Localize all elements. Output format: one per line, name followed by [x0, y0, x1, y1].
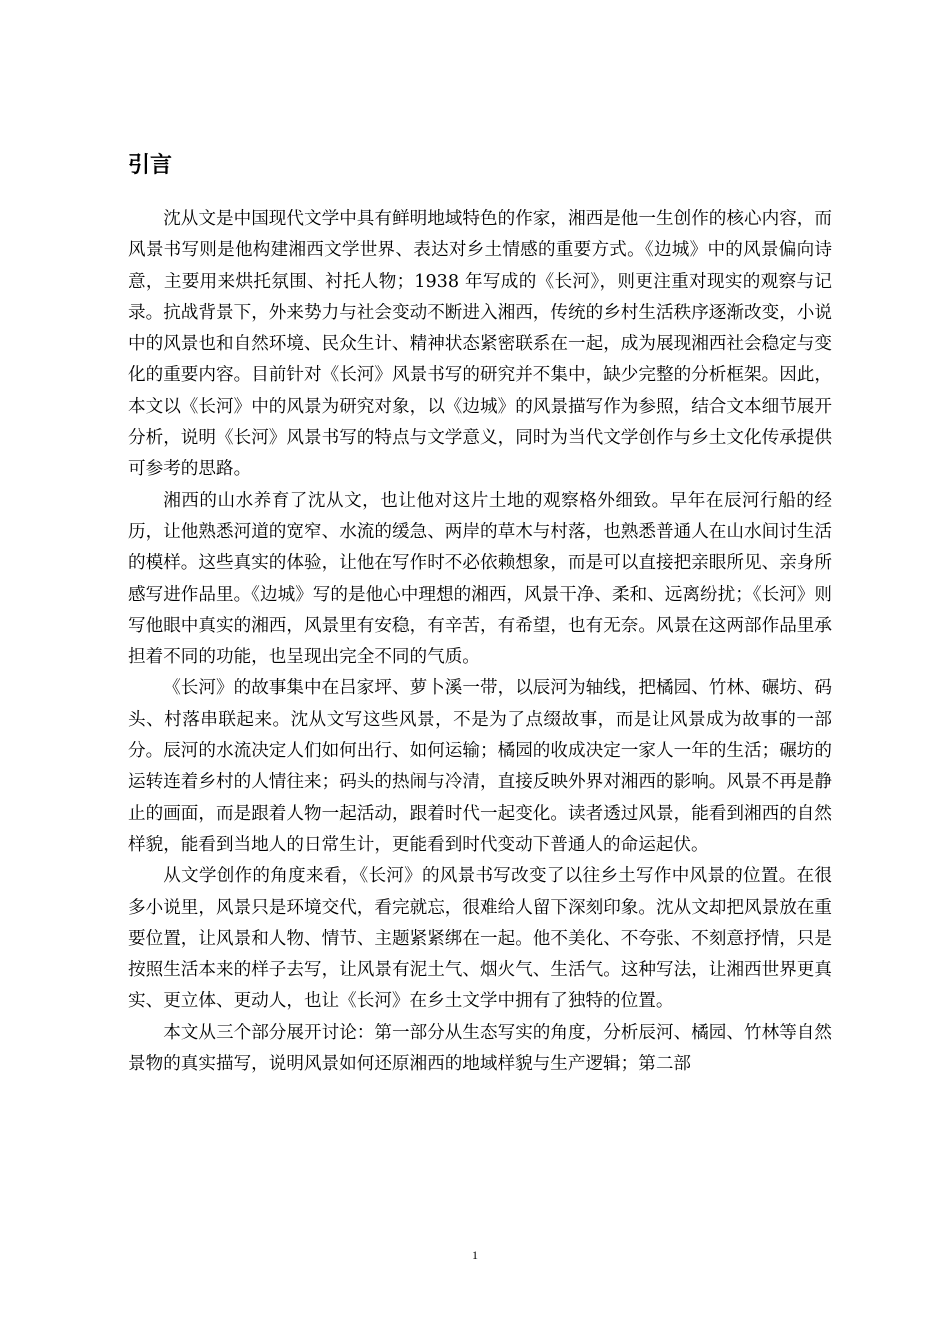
- paragraph-1: 沈从文是中国现代文学中具有鲜明地域特色的作家，湘西是他一生创作的核心内容，而风景书写则是他构建湘西文学世界、表达对乡土情感的重要方式。《边城》中的风景偏向诗意，主要用来烘托氛围、衬托人物；1938 年写成的《长河》，则更注重对现实的观察与记录。抗战背景下，外来势力与社会变动不断进入湘西，传统的乡村生活秩序逐渐改变，小说中的风景也和自然环境、民众生计、精神状态紧密联系在一起，成为展现湘西社会稳定与变化的重要内容。目前针对《长河》风景书写的研究并不集中，缺少完整的分析框架。因此，本文以《长河》中的风景为研究对象，以《边城》的风景描写作为参照，结合文本细节展开分析，说明《长河》风景书写的特点与文学意义，同时为当代文学创作与乡土文化传承提供可参考的思路。: [128, 209, 832, 480]
- section-heading: 引言: [128, 153, 173, 178]
- paragraph-4: 从文学创作的角度来看，《长河》的风景书写改变了以往乡土写作中风景的位置。在很多小说里，风景只是环境交代，看完就忘，很难给人留下深刻印象。沈从文却把风景放在重要位置，让风景和人物、情节、主题紧紧绑在一起。他不美化、不夸张、不刻意抒情，只是按照生活本来的样子去写，让风景有泥土气、烟火气、生活气。这种写法，让湘西世界更真实、更立体、更动人，也让《长河》在乡土文学中拥有了独特的位置。: [128, 866, 832, 1012]
- page-number: 1: [472, 1248, 478, 1262]
- body-text: [128, 204, 832, 1080]
- paragraph-3: 《长河》的故事集中在吕家坪、萝卜溪一带，以辰河为轴线，把橘园、竹林、碾坊、码头、村落串联起来。沈从文写这些风景，不是为了点缀故事，而是让风景成为故事的一部分。辰河的水流决定人们如何出行、如何运输；橘园的收成决定一家人一年的生活；碾坊的运转连着乡村的人情往来；码头的热闹与冷清，直接反映外界对湘西的影响。风景不再是静止的画面，而是跟着人物一起活动，跟着时代一起变化。读者透过风景，能看到湘西的自然样貌，能看到当地人的日常生计，更能看到时代变动下普通人的命运起伏。: [128, 678, 832, 855]
- paragraph-5: 本文从三个部分展开讨论：第一部分从生态写实的角度，分析辰河、橘园、竹林等自然景物的真实描写，说明风景如何还原湘西的地域样貌与生产逻辑；第二部: [128, 1022, 832, 1075]
- paragraph-2: 湘西的山水养育了沈从文，也让他对这片土地的观察格外细致。早年在辰河行船的经历，让他熟悉河道的宽窄、水流的缓急、两岸的草木与村落，也熟悉普通人在山水间讨生活的模样。这些真实的体验，让他在写作时不必依赖想象，而是可以直接把亲眼所见、亲身所感写进作品里。《边城》写的是他心中理想的湘西，风景干净、柔和、远离纷扰；《长河》则写他眼中真实的湘西，风景里有安稳，有辛苦，有希望，也有无奈。风景在这两部作品里承担着不同的功能，也呈现出完全不同的气质。: [128, 490, 832, 668]
